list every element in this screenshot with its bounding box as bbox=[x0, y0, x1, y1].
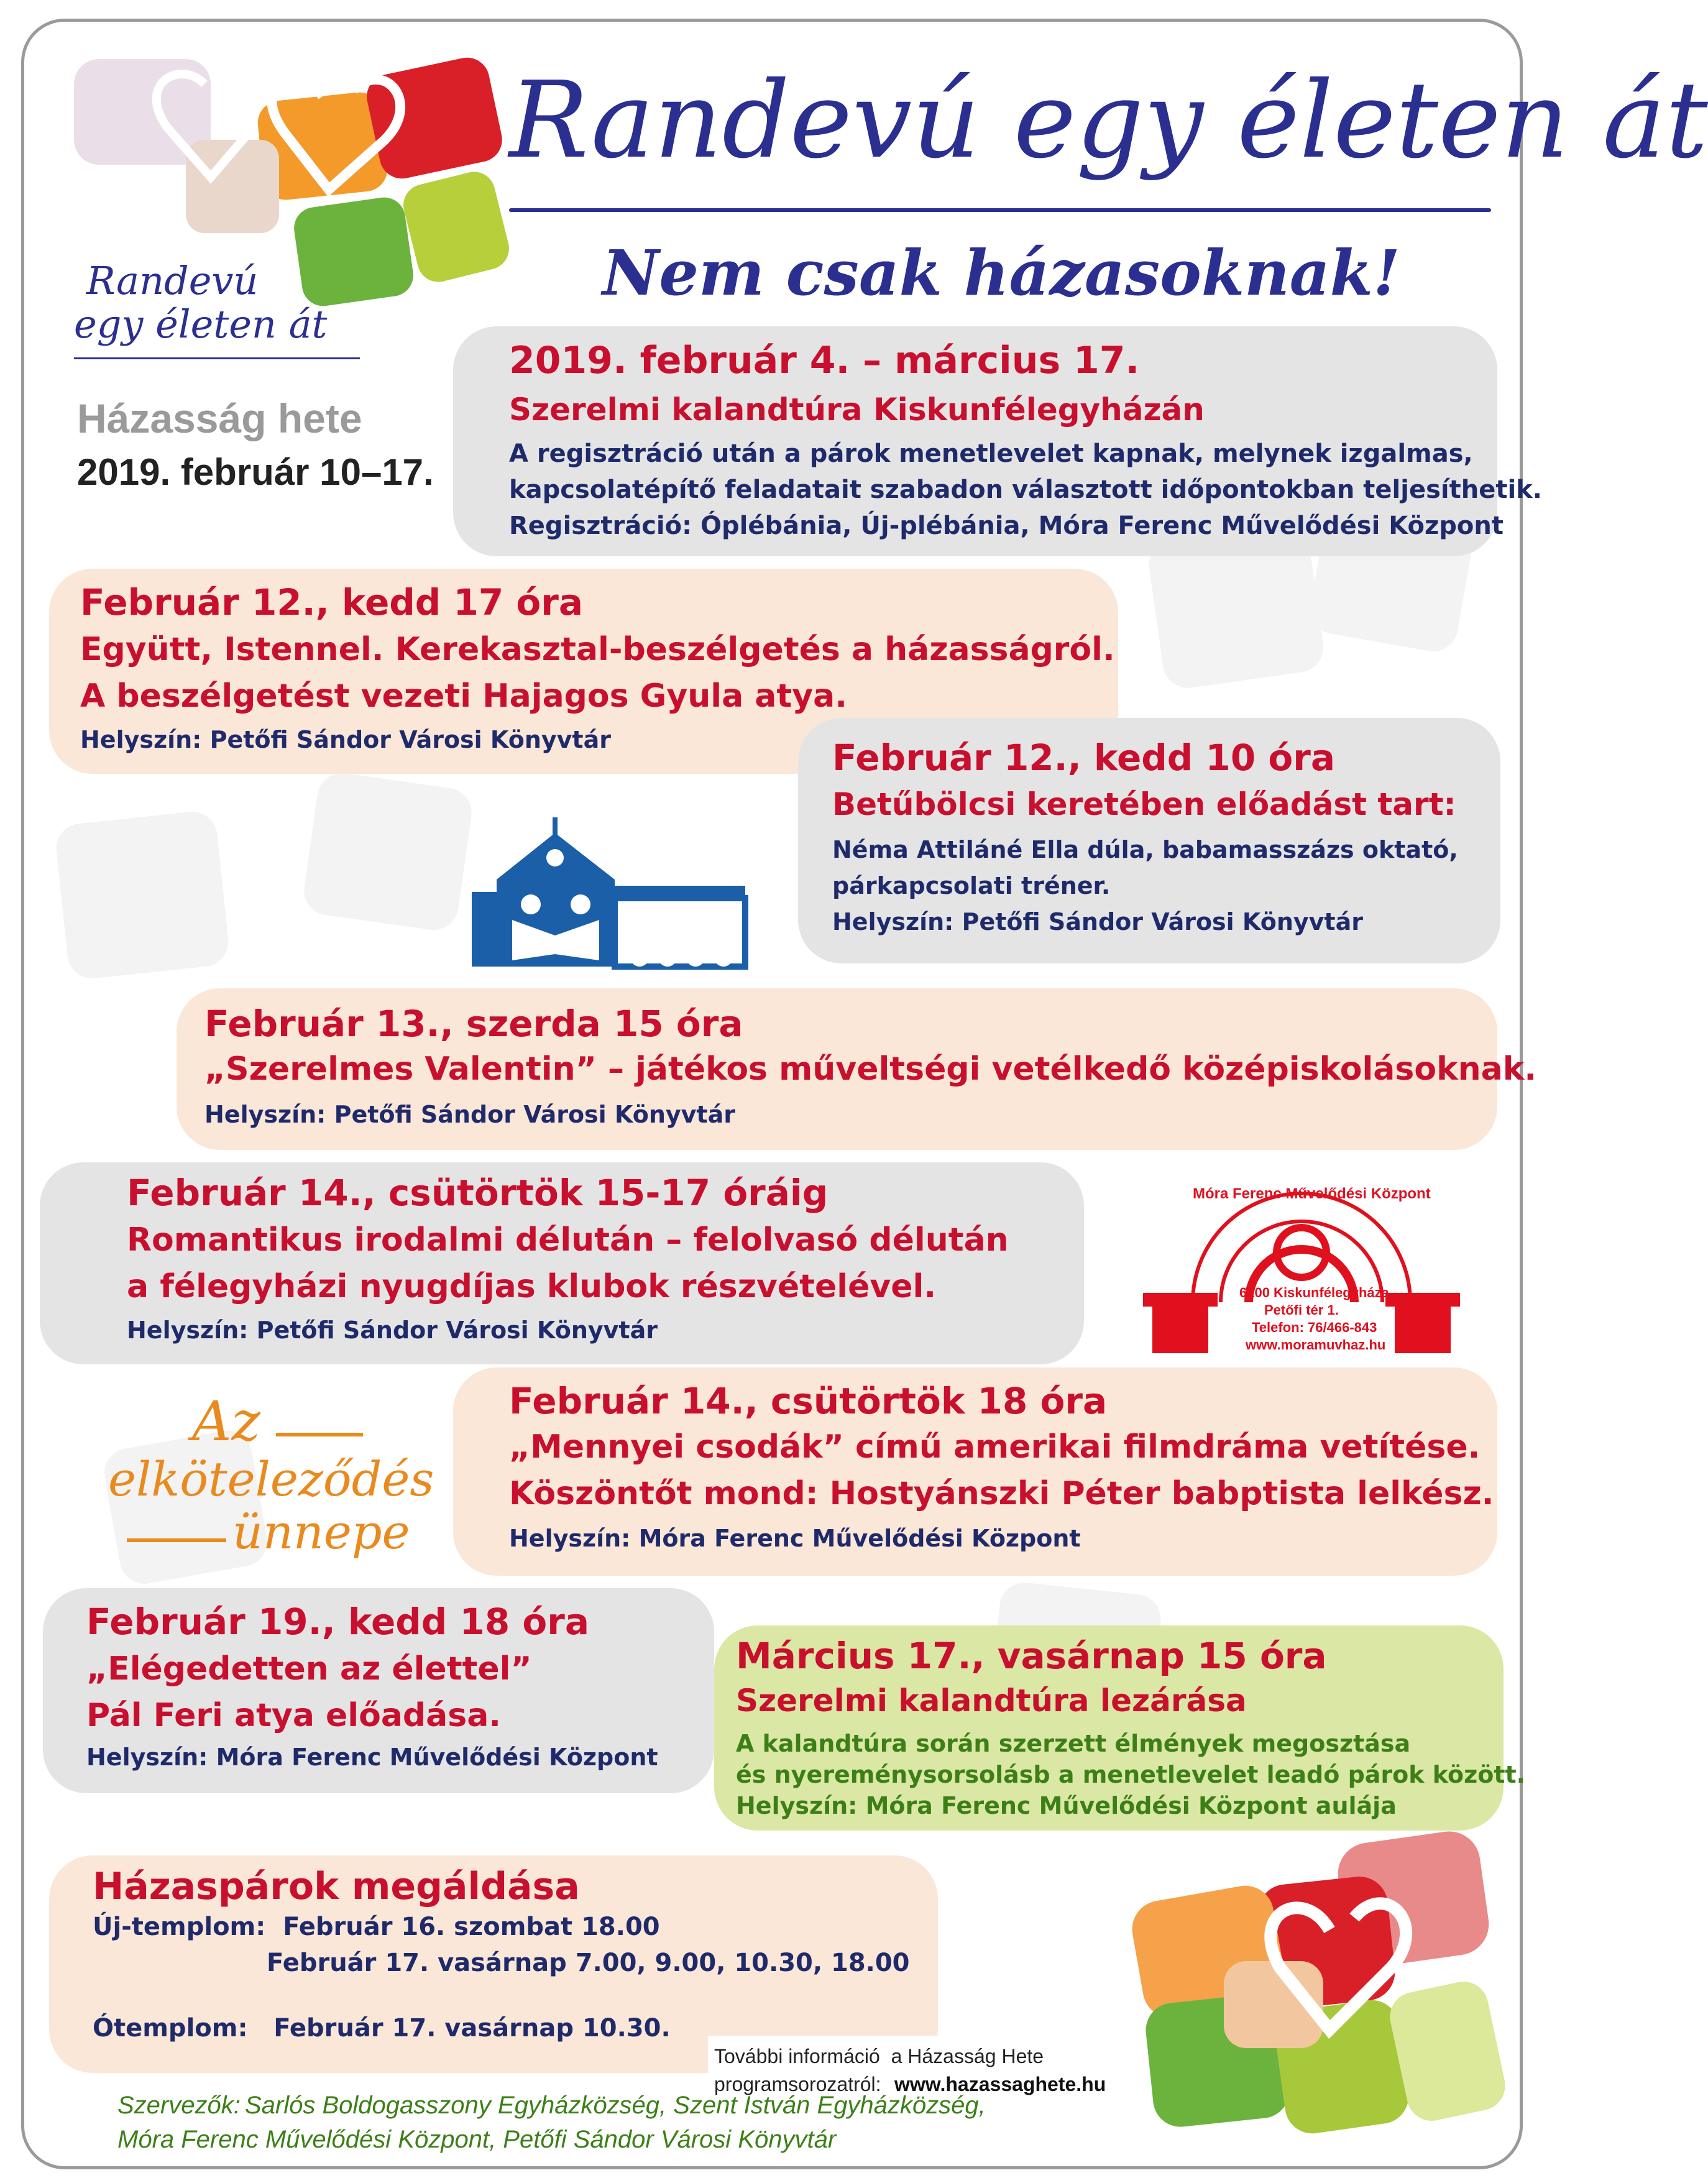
event2-date: Február 12., kedd 17 óra bbox=[80, 581, 583, 623]
event1-date: 2019. február 4. – március 17. bbox=[509, 339, 1140, 382]
event3-line2: párkapcsolati tréner. bbox=[832, 872, 1111, 899]
organizers-line2: Móra Ferenc Művelődési Központ, Petőfi Sándor Városi Könyvtár bbox=[117, 2126, 837, 2153]
page-subtitle: Nem csak házasoknak! bbox=[602, 236, 1400, 310]
event9-line2: Február 17. vasárnap 7.00, 9.00, 10.30, 18.00 bbox=[267, 1949, 910, 1977]
commitment-line2: elköteleződés bbox=[108, 1451, 434, 1507]
event9-title: Házaspárok megáldása bbox=[93, 1865, 580, 1908]
event1-title: Szerelmi kalandtúra Kiskunfélegyházán bbox=[509, 392, 1205, 428]
logo-subtitle: Házasság hete bbox=[77, 395, 362, 441]
commitment-dash1 bbox=[276, 1433, 363, 1436]
commitment-dash2 bbox=[127, 1538, 226, 1542]
event5-line1: Romantikus irodalmi délután – felolvasó délután bbox=[127, 1221, 1009, 1259]
event9-line1: Új-templom: Február 16. szombat 18.00 bbox=[93, 1913, 660, 1941]
title-underline bbox=[509, 208, 1491, 212]
event5-line2: a félegyházi nyugdíjas klubok részvételével. bbox=[127, 1268, 937, 1305]
event8-line1: A kalandtúra során szerzett élmények megosztása bbox=[736, 1730, 1411, 1757]
organizers-line1: Sarlós Boldogasszony Egyházközség, Szent István Egyházközség, bbox=[245, 2092, 986, 2119]
event4-place: Helyszín: Petőfi Sándor Városi Könyvtár bbox=[204, 1101, 735, 1128]
event6-line2: Köszöntőt mond: Hostyánszki Péter babptista lelkész. bbox=[509, 1475, 1494, 1512]
event9-line3: Ótemplom: Február 17. vasárnap 10.30. bbox=[93, 2014, 671, 2043]
mora-badge-phone: Telefon: 76/466-843 bbox=[1252, 1320, 1377, 1335]
event5-date: Február 14., csütörtök 15-17 óráig bbox=[127, 1172, 829, 1214]
event6-place: Helyszín: Móra Ferenc Művelődési Központ bbox=[509, 1525, 1081, 1552]
watermark-tile bbox=[54, 809, 231, 981]
event8-place: Helyszín: Móra Ferenc Művelődési Központ aulája bbox=[736, 1792, 1397, 1819]
event7-line1: „Elégedetten az élettel” bbox=[86, 1650, 532, 1688]
event2-line1: Együtt, Istennel. Kerekasztal-beszélgetés a házasságról. bbox=[80, 631, 1115, 668]
event3-title: Betűbölcsi keretében előadást tart: bbox=[832, 786, 1456, 822]
event2-place: Helyszín: Petőfi Sándor Városi Könyvtár bbox=[80, 726, 611, 753]
logo-underline bbox=[74, 357, 360, 359]
event1-line3: Regisztráció: Óplébánia, Új-plébánia, Móra Ferenc Művelődési Központ bbox=[509, 512, 1504, 540]
event4-line1: „Szerelmes Valentin” – játékos műveltségi vetélkedő középiskolásoknak. bbox=[204, 1050, 1537, 1088]
event4-date: Február 13., szerda 15 óra bbox=[204, 1003, 743, 1045]
event3-date: Február 12., kedd 10 óra bbox=[832, 737, 1335, 779]
event6-date: Február 14., csütörtök 18 óra bbox=[509, 1380, 1108, 1422]
logo-line1: Randevú bbox=[86, 258, 259, 303]
website-link[interactable]: www.hazassaghete.hu bbox=[894, 2073, 1106, 2095]
mora-badge-web: www.moramuvhaz.hu bbox=[1246, 1337, 1386, 1353]
event1-line2: kapcsolatépítő feladatait szabadon választott időpontokban teljesíthetik. bbox=[509, 476, 1542, 504]
commitment-line3: ünnepe bbox=[232, 1504, 410, 1560]
event2-line2: A beszélgetést vezeti Hajagos Gyula atya. bbox=[80, 678, 847, 715]
logo-line2: egy életen át bbox=[74, 301, 328, 347]
event7-place: Helyszín: Móra Ferenc Művelődési Központ bbox=[86, 1744, 658, 1771]
library-logo bbox=[459, 811, 751, 973]
event7-line2: Pál Feri atya előadása. bbox=[86, 1697, 502, 1734]
event8-title: Szerelmi kalandtúra lezárása bbox=[736, 1683, 1247, 1719]
commitment-line1: Az bbox=[192, 1389, 260, 1453]
event7-date: Február 19., kedd 18 óra bbox=[86, 1601, 589, 1643]
event3-place: Helyszín: Petőfi Sándor Városi Könyvtár bbox=[832, 908, 1363, 935]
page-title: Randevú egy életen át bbox=[509, 59, 1708, 182]
poster-frame bbox=[21, 19, 1708, 2169]
event3-line1: Néma Attiláné Ella dúla, babamasszázs oktató, bbox=[832, 836, 1458, 863]
organizers-label: Szervezők: bbox=[117, 2092, 241, 2119]
info-prefix: programsorozatról: bbox=[714, 2073, 881, 2095]
mora-badge-addr2: Petőfi tér 1. bbox=[1264, 1302, 1339, 1318]
event5-place: Helyszín: Petőfi Sándor Városi Könyvtár bbox=[127, 1317, 658, 1344]
event1-line1: A regisztráció után a párok menetlevelet kapnak, melynek izgalmas, bbox=[509, 439, 1473, 468]
logo-dates: 2019. február 10–17. bbox=[77, 451, 434, 493]
event6-line1: „Mennyei csodák” című amerikai filmdráma vetítése. bbox=[509, 1428, 1481, 1466]
mora-badge-arc-text: Móra Ferenc Művelődési Központ bbox=[1193, 1185, 1431, 1202]
mora-badge-addr1: 6100 Kiskunfélegyháza, bbox=[1239, 1285, 1393, 1300]
watermark-tile bbox=[301, 770, 475, 934]
event8-line2: és nyereménysorsolásb a menetlevelet leadó párok között. bbox=[736, 1761, 1526, 1788]
info-line1: További információ a Házasság Hete bbox=[714, 2045, 1044, 2067]
logo-graphic-large bbox=[1124, 1824, 1510, 2148]
event8-date: Március 17., vasárnap 15 óra bbox=[736, 1635, 1327, 1677]
